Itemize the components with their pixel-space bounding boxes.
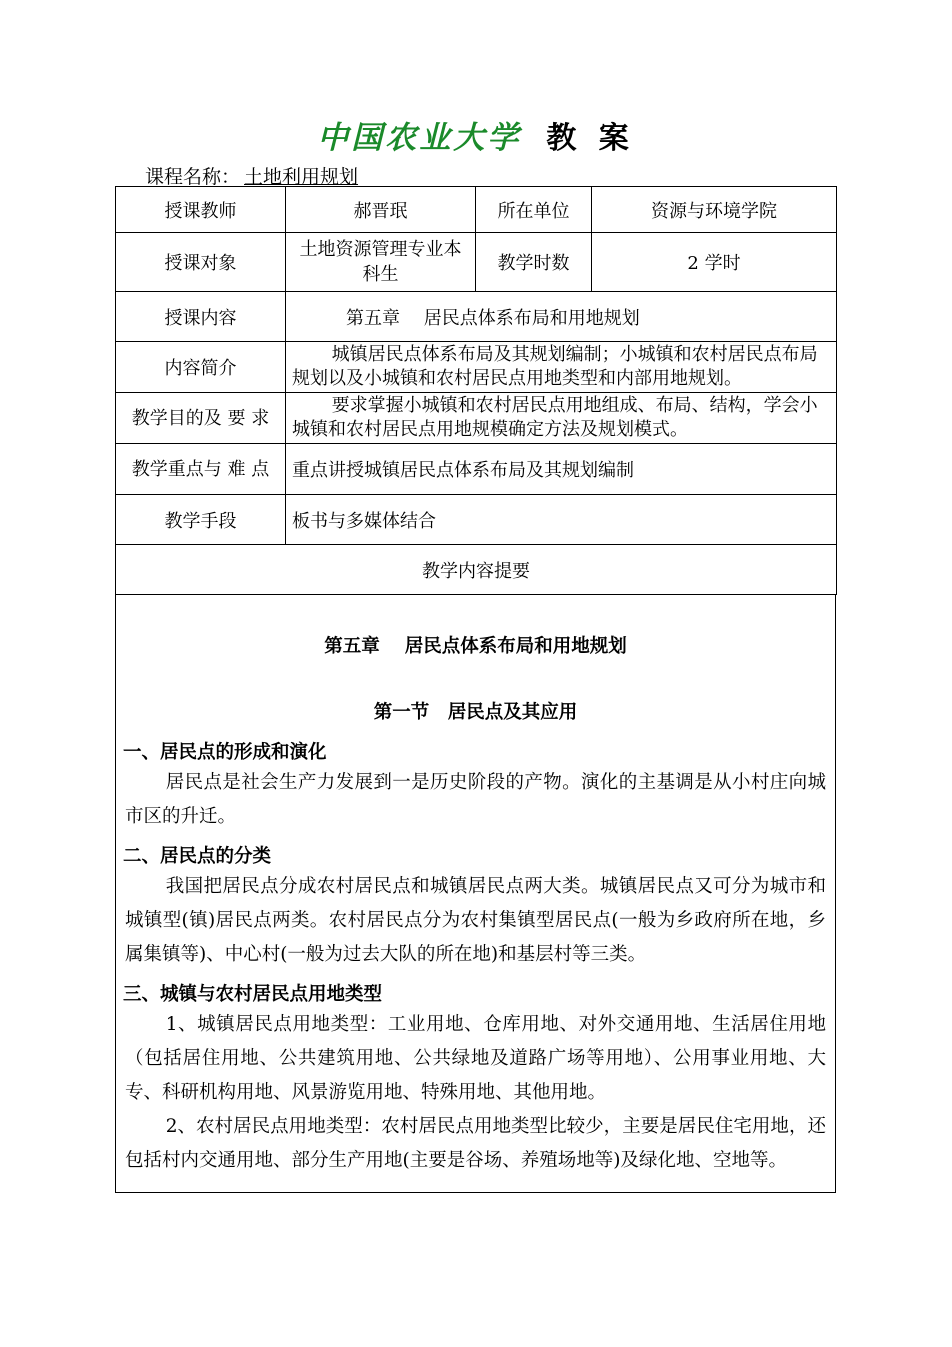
table-row bbox=[116, 292, 837, 342]
course-value: 土地利用规划 bbox=[244, 166, 359, 188]
heading-2: 二、居民点的分类 bbox=[123, 846, 272, 867]
paragraph-3: 1、城镇居民点用地类型：工业用地、仓库用地、对外交通用地、生活居住用地（包括居住用地、公共建筑用地、公共绿地及道路广场等用地）、公用事业用地、大专、科研机构用地、风景游览用地、特殊用地、其他用地。 bbox=[125, 1014, 826, 1103]
info-table bbox=[115, 186, 837, 595]
audience-label: 授课对象 bbox=[116, 233, 286, 292]
content-label: 授课内容 bbox=[116, 292, 286, 342]
section-title: 第一节 居民点及其应用 bbox=[373, 702, 578, 723]
key-label-text: 教学重点与 难 点 bbox=[131, 458, 270, 480]
unit-label: 所在单位 bbox=[476, 187, 592, 233]
document-title: 教 案 bbox=[546, 120, 635, 156]
table-row bbox=[116, 393, 837, 444]
table-row bbox=[116, 342, 837, 393]
course-label: 课程名称： bbox=[145, 166, 241, 188]
hours-label: 教学时数 bbox=[476, 233, 592, 292]
paragraph-1: 居民点是社会生产力发展到一是历史阶段的产物。演化的主基调是从小村庄向城市区的升迁。 bbox=[125, 772, 826, 827]
table-row bbox=[116, 495, 837, 545]
document-header bbox=[0, 112, 952, 162]
paragraph-2: 我国把居民点分成农村居民点和城镇居民点两大类。城镇居民点又可分为城市和城镇型(镇)居民点两类。农村居民点分为农村集镇型居民点(一般为乡政府所在地，乡属集镇等)、中心村(一般为过去大队的所在地)和基层村等三类。 bbox=[125, 876, 826, 965]
goal-label-text: 教学目的及 要 求 bbox=[131, 407, 270, 429]
teaching-content bbox=[115, 594, 836, 1193]
key-value: 重点讲授城镇居民点体系布局及其规划编制 bbox=[286, 444, 837, 495]
unit-value: 资源与环境学院 bbox=[592, 187, 837, 233]
hours-value: 2 学时 bbox=[592, 233, 837, 292]
audience-value: 土地资源管理专业本科生 bbox=[286, 233, 476, 292]
paragraph-4: 2、农村居民点用地类型：农村居民点用地类型比较少，主要是居民住宅用地，还包括村内交通用地、部分生产用地(主要是谷场、养殖场地等)及绿化地、空地等。 bbox=[125, 1116, 826, 1171]
key-label bbox=[116, 444, 286, 495]
goal-value: 要求掌握小城镇和农村居民点用地组成、布局、结构，学会小城镇和农村居民点用地规模确定方法及规划模式。 bbox=[286, 393, 837, 444]
outline-label: 教学内容提要 bbox=[116, 545, 837, 595]
chapter-title: 第五章 居民点体系布局和用地规划 bbox=[324, 636, 627, 657]
table-row bbox=[116, 233, 837, 292]
table-row bbox=[116, 545, 837, 595]
table-row bbox=[116, 444, 837, 495]
course-name-line bbox=[145, 162, 358, 189]
teacher-label: 授课教师 bbox=[116, 187, 286, 233]
university-logo: 中国农业大学 bbox=[317, 120, 522, 156]
summary-label: 内容简介 bbox=[116, 342, 286, 393]
means-label: 教学手段 bbox=[116, 495, 286, 545]
summary-value: 城镇居民点体系布局及其规划编制；小城镇和农村居民点布局规划以及小城镇和农村居民点用地类型和内部用地规划。 bbox=[286, 342, 837, 393]
goal-label bbox=[116, 393, 286, 444]
table-row bbox=[116, 187, 837, 233]
heading-1: 一、居民点的形成和演化 bbox=[123, 742, 327, 763]
content-value: 第五章 居民点体系布局和用地规划 bbox=[286, 292, 837, 342]
heading-3: 三、城镇与农村居民点用地类型 bbox=[123, 984, 383, 1005]
means-value: 板书与多媒体结合 bbox=[286, 495, 837, 545]
teacher-value: 郝晋珉 bbox=[286, 187, 476, 233]
